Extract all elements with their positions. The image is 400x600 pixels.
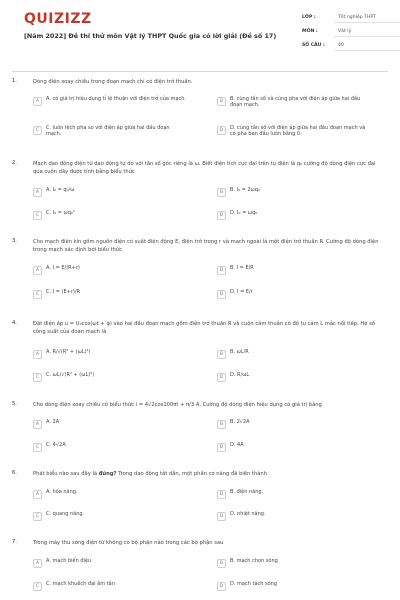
option-text: C. quang năng. — [46, 511, 85, 517]
option-letter: A — [33, 97, 42, 106]
meta-row-subject — [302, 26, 400, 37]
option-letter: D — [217, 211, 226, 220]
option-text: B. cùng tần số và cùng pha với điện áp giữa hai đầu đoạn mạch. — [230, 96, 361, 109]
option-text: B. ωL/R — [230, 349, 249, 355]
option-b[interactable] — [217, 265, 370, 279]
question-text: Dòng điện xoay chiều trong đoạn mạch chỉ có điện trở thuần. — [33, 79, 193, 85]
meta-value-count: 40 — [334, 40, 400, 51]
option-letter: D — [217, 126, 226, 135]
option-a[interactable] — [33, 187, 186, 201]
option-b[interactable] — [217, 349, 370, 363]
option-letter: A — [33, 490, 42, 499]
option-letter: A — [33, 350, 42, 359]
option-text: D. I₀ = ωq₀ — [230, 210, 258, 216]
option-text: B. điện năng. — [230, 489, 264, 495]
quizizz-logo: QUIZIZZ — [24, 11, 92, 27]
question-number: 5. — [12, 401, 17, 407]
meta-value-class: Tốt nghiệp THPT — [334, 12, 400, 23]
question-number: 1. — [12, 78, 17, 84]
header — [12, 0, 388, 72]
question-text-pre: Phát biểu nào sau đây là — [33, 471, 99, 477]
question-number: 6. — [12, 470, 17, 476]
option-c[interactable] — [33, 511, 186, 525]
question-number: 7. — [12, 539, 17, 545]
option-b[interactable] — [217, 187, 370, 201]
meta-label: MÔN : — [302, 29, 318, 34]
option-d[interactable] — [217, 511, 370, 525]
option-letter: B — [217, 350, 226, 359]
question-text: Đặt điện áp u = U₀cos(ωt + φ) vào hai đầu đoạn mạch gồm điện trở thuần R và cuộn cảm thuần có độ tự cảm L mắc nối tiếp. Hệ số công suất của đoạn mạch là — [33, 321, 375, 335]
option-letter: C — [33, 211, 42, 220]
option-text: A. I₀ = q₀/ω — [46, 187, 75, 193]
option-text: D. R/ωL — [230, 372, 250, 378]
option-text: C. I₀ = ωq₀² — [46, 210, 75, 216]
question-text — [33, 470, 383, 478]
option-letter: C — [33, 126, 42, 135]
option-text: C. mạch khuếch đại âm tần — [46, 581, 115, 587]
option-text: A. 2A — [46, 419, 60, 425]
option-text: A. có giá trị hiệu dụng tỉ lệ thuận với điện trở của mạch. — [46, 96, 186, 102]
option-text: C. 4√2A — [46, 442, 66, 448]
question-number: 4. — [12, 320, 17, 326]
option-text: B. mạch chọn sóng — [230, 558, 278, 564]
option-letter: B — [217, 266, 226, 275]
option-a[interactable] — [33, 558, 186, 572]
option-letter: D — [217, 290, 226, 299]
option-d[interactable] — [217, 442, 370, 456]
meta-row-count — [302, 40, 400, 51]
question-number: 3. — [12, 238, 17, 244]
option-text: D. mạch tách sóng — [230, 581, 278, 587]
option-a[interactable] — [33, 265, 186, 279]
option-c[interactable] — [33, 372, 186, 386]
option-letter: C — [33, 443, 42, 452]
option-letter: A — [33, 420, 42, 429]
option-text: D. I = E/r — [230, 289, 253, 295]
option-c[interactable] — [33, 289, 186, 303]
option-text: D. nhiệt năng. — [230, 511, 266, 517]
option-text: D. cùng tần số với điện áp giữa hai đầu đoạn mạch và có pha ban đầu luôn bằng 0. — [230, 125, 366, 138]
option-letter: D — [217, 582, 226, 591]
option-d[interactable] — [217, 581, 370, 595]
option-d[interactable] — [217, 125, 370, 139]
option-letter: D — [217, 373, 226, 382]
option-letter: C — [33, 582, 42, 591]
option-letter: C — [33, 290, 42, 299]
meta-label: SỐ CÂU : — [302, 43, 325, 48]
page-title: [Năm 2022] Đề thi thử môn Vật lý THPT Quốc gia có lời giải (Đề số 17) — [24, 32, 277, 40]
option-text: A. R/√(R² + (ωL)²) — [46, 349, 91, 355]
option-c[interactable] — [33, 581, 186, 595]
option-text: C. I = (E+r)/R — [46, 289, 80, 295]
option-letter: A — [33, 266, 42, 275]
option-b[interactable] — [217, 96, 370, 110]
option-letter: B — [217, 188, 226, 197]
option-text: C. ωL/√(R² + (ωL)²) — [46, 372, 95, 378]
option-letter: B — [217, 559, 226, 568]
option-d[interactable] — [217, 372, 370, 386]
option-text: C. luôn lệch pha so với điện áp giữa hai đầu đoạn mạch. — [46, 125, 170, 138]
option-letter: B — [217, 490, 226, 499]
option-letter: C — [33, 373, 42, 382]
question-text: Mạch dao động điện từ dao động tự do với tần số góc riêng là ω. Biết điện tích cực đại trên tụ điện là q₀ cường độ dòng điện cực đại qua cuộn dây được tính bằng biểu thức — [33, 161, 376, 175]
question-text-bold: đúng? — [98, 471, 117, 477]
option-text: A. mạch biến điệu — [46, 558, 92, 564]
option-text: B. I = E/R — [230, 265, 254, 271]
meta-label: LỚP : — [302, 15, 316, 20]
option-letter: A — [33, 188, 42, 197]
option-text: D. 4A — [230, 442, 244, 448]
option-c[interactable] — [33, 125, 186, 139]
meta-info — [302, 12, 400, 54]
option-a[interactable] — [33, 96, 186, 110]
question-number: 2. — [12, 160, 17, 166]
option-b[interactable] — [217, 558, 370, 572]
option-a[interactable] — [33, 489, 186, 503]
option-b[interactable] — [217, 489, 370, 503]
meta-row-class — [302, 12, 400, 23]
option-letter: D — [217, 512, 226, 521]
option-d[interactable] — [217, 210, 370, 224]
option-letter: C — [33, 512, 42, 521]
option-c[interactable] — [33, 210, 186, 224]
option-text: B. I₀ = 2ωq₀ — [230, 187, 261, 193]
option-a[interactable] — [33, 349, 186, 363]
question-text: Cho dòng điện xoay chiều có biểu thức i = 4√2cos100πt + π/3 A. Cường độ dòng điện hiệu dụng có giá trị bằng — [33, 402, 322, 408]
option-text: A. I = E/(R+r) — [46, 265, 80, 271]
option-c[interactable] — [33, 442, 186, 456]
option-text: B. 2√2A — [230, 419, 250, 425]
meta-value-subject: Vật lý — [334, 26, 400, 37]
question-text-post: Trong dao động tắt dần, một phần cơ năng đã biến thành — [116, 471, 268, 477]
option-letter: B — [217, 97, 226, 106]
option-text: A. hóa năng. — [46, 489, 78, 495]
option-a[interactable] — [33, 419, 186, 433]
option-letter: A — [33, 559, 42, 568]
option-b[interactable] — [217, 419, 370, 433]
option-letter: B — [217, 420, 226, 429]
option-letter: D — [217, 443, 226, 452]
option-d[interactable] — [217, 289, 370, 303]
question-text: Cho mạch điện kín gồm nguồn điện có suất điện động E, điện trở trong r và mạch ngoài là một điện trở thuần R. Cường độ dòng điện trong mạch xác định bởi biểu thức — [33, 239, 379, 253]
question-text: Trong máy thu sóng điện từ không có bộ phận nào trong các bộ phận sau — [33, 540, 224, 546]
